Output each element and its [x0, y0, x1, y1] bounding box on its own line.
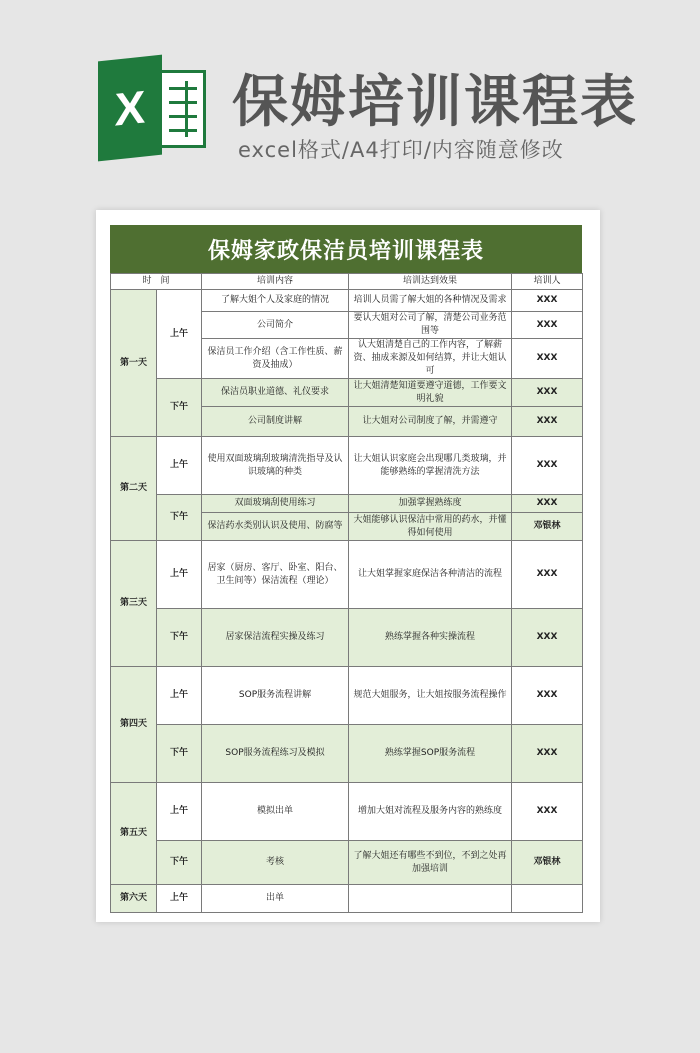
cell-trainer: XXX — [512, 290, 583, 312]
cell-trainer: XXX — [512, 725, 583, 783]
cell-trainer: XXX — [512, 339, 583, 379]
cell-content: 考核 — [202, 841, 349, 885]
header-effect: 培训达到效果 — [349, 274, 512, 290]
table-row — [111, 725, 583, 783]
cell-effect: 让大姐掌握家庭保洁各种清洁的流程 — [349, 541, 512, 609]
cell-content: SOP服务流程练习及模拟 — [202, 725, 349, 783]
cell-content: 公司简介 — [202, 312, 349, 339]
cell-trainer: XXX — [512, 312, 583, 339]
excel-icon — [98, 58, 206, 158]
cell-content: 双面玻璃刮使用练习 — [202, 495, 349, 513]
cell-content: 保洁员工作介绍（含工作性质、薪资及抽成） — [202, 339, 349, 379]
period-label: 上午 — [157, 437, 202, 495]
cell-trainer — [512, 885, 583, 913]
header-time: 时 间 — [111, 274, 202, 290]
table-row — [111, 609, 583, 667]
cell-effect — [349, 885, 512, 913]
cell-trainer: XXX — [512, 379, 583, 407]
cell-content: SOP服务流程讲解 — [202, 667, 349, 725]
table-row — [111, 437, 583, 495]
period-label: 上午 — [157, 885, 202, 913]
table-row — [111, 667, 583, 725]
table-header-row — [111, 274, 583, 290]
cell-trainer: XXX — [512, 667, 583, 725]
cell-effect: 加强掌握熟练度 — [349, 495, 512, 513]
day-label: 第四天 — [111, 667, 157, 783]
cell-effect: 让大姐认识家庭会出现哪几类玻璃，并能够熟练的掌握清洗方法 — [349, 437, 512, 495]
day-label: 第一天 — [111, 290, 157, 437]
period-label: 下午 — [157, 495, 202, 541]
cell-content: 保洁药水类别认识及使用、防腐等 — [202, 513, 349, 541]
cell-effect: 让大姐对公司制度了解，并需遵守 — [349, 407, 512, 437]
cell-trainer: XXX — [512, 783, 583, 841]
cell-content: 出单 — [202, 885, 349, 913]
top-banner — [0, 0, 700, 200]
cell-effect: 熟练掌握SOP服务流程 — [349, 725, 512, 783]
period-label: 上午 — [157, 290, 202, 379]
cell-trainer: XXX — [512, 541, 583, 609]
period-label: 下午 — [157, 379, 202, 437]
document-sheet — [96, 210, 600, 922]
cell-effect: 培训人员需了解大姐的各种情况及需求 — [349, 290, 512, 312]
cell-effect: 熟练掌握各种实操流程 — [349, 609, 512, 667]
cell-content: 使用双面玻璃刮玻璃清洗指导及认识玻璃的种类 — [202, 437, 349, 495]
header-trainer: 培训人 — [512, 274, 583, 290]
period-label: 上午 — [157, 783, 202, 841]
day-label: 第六天 — [111, 885, 157, 913]
day-label: 第三天 — [111, 541, 157, 667]
cell-trainer: XXX — [512, 495, 583, 513]
course-table-body — [111, 290, 583, 913]
period-label: 上午 — [157, 667, 202, 725]
table-row — [111, 290, 583, 312]
day-label: 第二天 — [111, 437, 157, 541]
cell-trainer: XXX — [512, 407, 583, 437]
header-content: 培训内容 — [202, 274, 349, 290]
excel-badge: X — [98, 55, 162, 162]
table-row — [111, 541, 583, 609]
cell-effect: 让大姐清楚知道要遵守道德，工作要文明礼貌 — [349, 379, 512, 407]
cell-content: 居家保洁流程实操及练习 — [202, 609, 349, 667]
cell-trainer: 邓银林 — [512, 841, 583, 885]
period-label: 上午 — [157, 541, 202, 609]
banner-subtitle: excel格式/A4打印/内容随意修改 — [238, 138, 564, 162]
cell-content: 公司制度讲解 — [202, 407, 349, 437]
cell-content: 居家（厨房、客厅、卧室、阳台、卫生间等）保洁流程（理论） — [202, 541, 349, 609]
cell-effect: 要认大姐对公司了解，清楚公司业务范围等 — [349, 312, 512, 339]
cell-trainer: XXX — [512, 437, 583, 495]
cell-effect: 规范大姐服务，让大姐按服务流程操作 — [349, 667, 512, 725]
table-row — [111, 495, 583, 513]
cell-effect: 了解大姐还有哪些不到位，不到之处再加强培训 — [349, 841, 512, 885]
cell-effect: 增加大姐对流程及服务内容的熟练度 — [349, 783, 512, 841]
period-label: 下午 — [157, 841, 202, 885]
sheet-title: 保姆家政保洁员培训课程表 — [110, 225, 582, 273]
day-label: 第五天 — [111, 783, 157, 885]
cell-effect: 大姐能够认识保洁中常用的药水，并懂得如何使用 — [349, 513, 512, 541]
table-row — [111, 885, 583, 913]
period-label: 下午 — [157, 725, 202, 783]
course-table — [110, 273, 583, 913]
table-row — [111, 841, 583, 885]
banner-title: 保姆培训课程表 — [232, 70, 638, 135]
cell-content: 了解大姐个人及家庭的情况 — [202, 290, 349, 312]
cell-effect: 认大姐清楚自己的工作内容，了解薪资、抽成来源及如何结算，并让大姐认可 — [349, 339, 512, 379]
cell-trainer: 邓银林 — [512, 513, 583, 541]
table-row — [111, 379, 583, 407]
cell-trainer: XXX — [512, 609, 583, 667]
cell-content: 模拟出单 — [202, 783, 349, 841]
table-row — [111, 783, 583, 841]
period-label: 下午 — [157, 609, 202, 667]
cell-content: 保洁员职业道德、礼仪要求 — [202, 379, 349, 407]
